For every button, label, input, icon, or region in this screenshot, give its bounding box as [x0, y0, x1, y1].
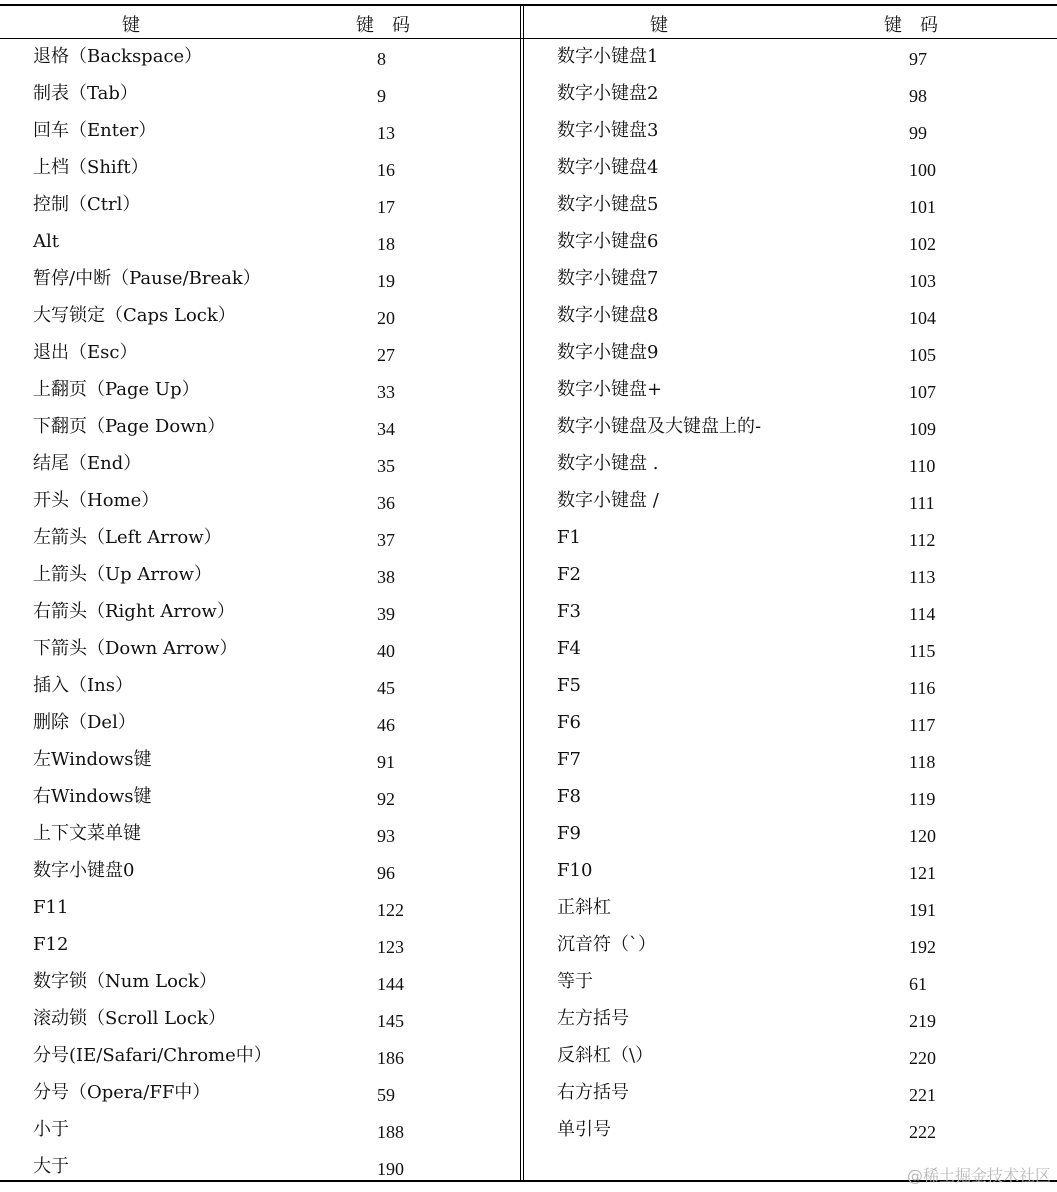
key-code-cell: 145 — [377, 1011, 404, 1031]
header-rule — [0, 38, 1057, 39]
key-code-cell: 20 — [377, 308, 395, 328]
top-rule — [0, 4, 1057, 6]
key-name-cell: F5 — [557, 675, 581, 696]
key-code-cell: 219 — [909, 1011, 936, 1031]
key-name-cell: 数字小键盘6 — [557, 231, 659, 252]
key-code-cell: 110 — [909, 456, 936, 476]
key-code-cell: 191 — [909, 900, 936, 920]
key-code-cell: 188 — [377, 1122, 404, 1142]
key-code-cell: 92 — [377, 789, 395, 809]
key-code-cell: 27 — [377, 345, 395, 365]
key-name-cell: 单引号 — [557, 1119, 611, 1140]
key-name-cell: 上翻页（Page Up） — [33, 379, 200, 400]
key-code-cell: 45 — [377, 678, 395, 698]
key-name-cell: F7 — [557, 749, 581, 770]
key-name-cell: F10 — [557, 860, 593, 881]
key-name-cell: 等于 — [557, 971, 593, 992]
key-code-cell: 59 — [377, 1085, 395, 1105]
key-code-cell: 61 — [909, 974, 927, 994]
key-code-cell: 116 — [909, 678, 936, 698]
key-code-cell: 120 — [909, 826, 936, 846]
key-code-cell: 46 — [377, 715, 395, 735]
key-code-cell: 118 — [909, 752, 936, 772]
key-code-cell: 119 — [909, 789, 936, 809]
key-name-cell: F3 — [557, 601, 581, 622]
key-name-cell: F6 — [557, 712, 581, 733]
key-code-cell: 192 — [909, 937, 936, 957]
key-name-cell: 数字锁（Num Lock） — [33, 971, 217, 992]
key-name-cell: 回车（Enter） — [33, 120, 157, 141]
key-name-cell: 数字小键盘8 — [557, 305, 659, 326]
key-code-cell: 114 — [909, 604, 936, 624]
key-code-cell: 115 — [909, 641, 936, 661]
key-name-cell: 暂停/中断（Pause/Break） — [33, 268, 261, 289]
key-name-cell: F4 — [557, 638, 581, 659]
key-code-cell: 98 — [909, 86, 927, 106]
key-code-cell: 190 — [377, 1159, 404, 1179]
key-name-cell: 数字小键盘7 — [557, 268, 659, 289]
key-name-cell: 插入（Ins） — [33, 675, 133, 696]
key-name-cell: 右Windows键 — [33, 786, 152, 807]
key-name-cell: 分号（Opera/FF中） — [33, 1082, 211, 1103]
key-code-cell: 100 — [909, 160, 936, 180]
key-code-cell: 112 — [909, 530, 936, 550]
watermark: @稀土掘金技术社区 — [906, 1166, 1051, 1185]
key-name-cell: 大于 — [33, 1156, 69, 1177]
key-name-cell: 右方括号 — [557, 1082, 629, 1103]
key-code-cell: 33 — [377, 382, 395, 402]
key-name-cell: F8 — [557, 786, 581, 807]
key-code-cell: 16 — [377, 160, 395, 180]
key-name-cell: 左箭头（Left Arrow） — [33, 527, 222, 548]
key-code-cell: 37 — [377, 530, 395, 550]
bottom-rule — [0, 1180, 1057, 1182]
key-name-cell: F1 — [557, 527, 581, 548]
key-code-cell: 104 — [909, 308, 936, 328]
key-code-cell: 8 — [377, 49, 386, 69]
key-name-cell: 退格（Backspace） — [33, 46, 203, 67]
key-name-cell: 反斜杠（\） — [557, 1045, 654, 1066]
key-code-cell: 35 — [377, 456, 395, 476]
key-name-cell: 开头（Home） — [33, 490, 160, 511]
key-code-cell: 109 — [909, 419, 936, 439]
key-name-cell: 滚动锁（Scroll Lock） — [33, 1008, 226, 1029]
key-code-cell: 102 — [909, 234, 936, 254]
key-code-cell: 38 — [377, 567, 395, 587]
key-name-cell: 数字小键盘 / — [557, 490, 659, 511]
key-name-cell: Alt — [33, 231, 59, 252]
key-name-cell: 控制（Ctrl） — [33, 194, 141, 215]
key-name-cell: 删除（Del） — [33, 712, 136, 733]
key-name-cell: 数字小键盘 . — [557, 453, 659, 474]
key-name-cell: 下箭头（Down Arrow） — [33, 638, 238, 659]
key-code-cell: 91 — [377, 752, 395, 772]
key-code-cell: 107 — [909, 382, 936, 402]
key-code-cell: 9 — [377, 86, 386, 106]
key-code-cell: 101 — [909, 197, 936, 217]
key-code-cell: 19 — [377, 271, 395, 291]
key-name-cell: 大写锁定（Caps Lock） — [33, 305, 236, 326]
key-name-cell: 左方括号 — [557, 1008, 629, 1029]
key-code-cell: 39 — [377, 604, 395, 624]
key-name-cell: 数字小键盘+ — [557, 379, 663, 400]
key-name-cell: 沉音符（`） — [557, 934, 656, 955]
key-code-cell: 99 — [909, 123, 927, 143]
column-divider — [520, 4, 524, 1182]
key-code-cell: 18 — [377, 234, 395, 254]
key-name-cell: 小于 — [33, 1119, 69, 1140]
key-code-cell: 144 — [377, 974, 404, 994]
key-code-cell: 117 — [909, 715, 936, 735]
key-name-cell: 结尾（End） — [33, 453, 142, 474]
key-name-cell: 数字小键盘0 — [33, 860, 135, 881]
key-name-cell: F12 — [33, 934, 69, 955]
key-name-cell: 数字小键盘3 — [557, 120, 659, 141]
key-name-cell: 正斜杠 — [557, 897, 611, 918]
key-code-cell: 111 — [909, 493, 935, 513]
key-code-cell: 103 — [909, 271, 936, 291]
key-code-cell: 93 — [377, 826, 395, 846]
key-name-cell: F9 — [557, 823, 581, 844]
key-code-cell: 36 — [377, 493, 395, 513]
key-name-cell: 上档（Shift） — [33, 157, 149, 178]
key-name-cell: 数字小键盘1 — [557, 46, 659, 67]
key-code-cell: 221 — [909, 1085, 936, 1105]
key-name-cell: F11 — [33, 897, 69, 918]
key-code-cell: 220 — [909, 1048, 936, 1068]
key-code-cell: 113 — [909, 567, 936, 587]
key-code-cell: 96 — [377, 863, 395, 883]
key-name-cell: 上箭头（Up Arrow） — [33, 564, 212, 585]
key-name-cell: F2 — [557, 564, 581, 585]
header-right-code: 键 码 — [884, 15, 938, 36]
key-name-cell: 数字小键盘5 — [557, 194, 659, 215]
header-left-key: 键 — [122, 15, 140, 36]
key-name-cell: 数字小键盘4 — [557, 157, 659, 178]
header-left-code: 键 码 — [356, 15, 410, 36]
key-code-cell: 186 — [377, 1048, 404, 1068]
header-right-key: 键 — [650, 15, 668, 36]
key-name-cell: 退出（Esc） — [33, 342, 138, 363]
key-code-cell: 122 — [377, 900, 404, 920]
key-name-cell: 数字小键盘及大键盘上的- — [557, 416, 762, 437]
key-name-cell: 分号(IE/Safari/Chrome中） — [33, 1045, 272, 1066]
key-code-cell: 105 — [909, 345, 936, 365]
key-code-cell: 97 — [909, 49, 927, 69]
key-code-cell: 34 — [377, 419, 395, 439]
key-name-cell: 数字小键盘9 — [557, 342, 659, 363]
key-code-cell: 121 — [909, 863, 936, 883]
key-name-cell: 制表（Tab） — [33, 83, 138, 104]
key-code-cell: 123 — [377, 937, 404, 957]
key-code-cell: 17 — [377, 197, 395, 217]
key-name-cell: 数字小键盘2 — [557, 83, 659, 104]
keycode-table — [0, 4, 1057, 1182]
key-name-cell: 上下文菜单键 — [33, 823, 141, 844]
key-name-cell: 左Windows键 — [33, 749, 152, 770]
key-code-cell: 40 — [377, 641, 395, 661]
key-name-cell: 下翻页（Page Down） — [33, 416, 226, 437]
key-code-cell: 222 — [909, 1122, 936, 1142]
key-name-cell: 右箭头（Right Arrow） — [33, 601, 235, 622]
key-code-cell: 13 — [377, 123, 395, 143]
